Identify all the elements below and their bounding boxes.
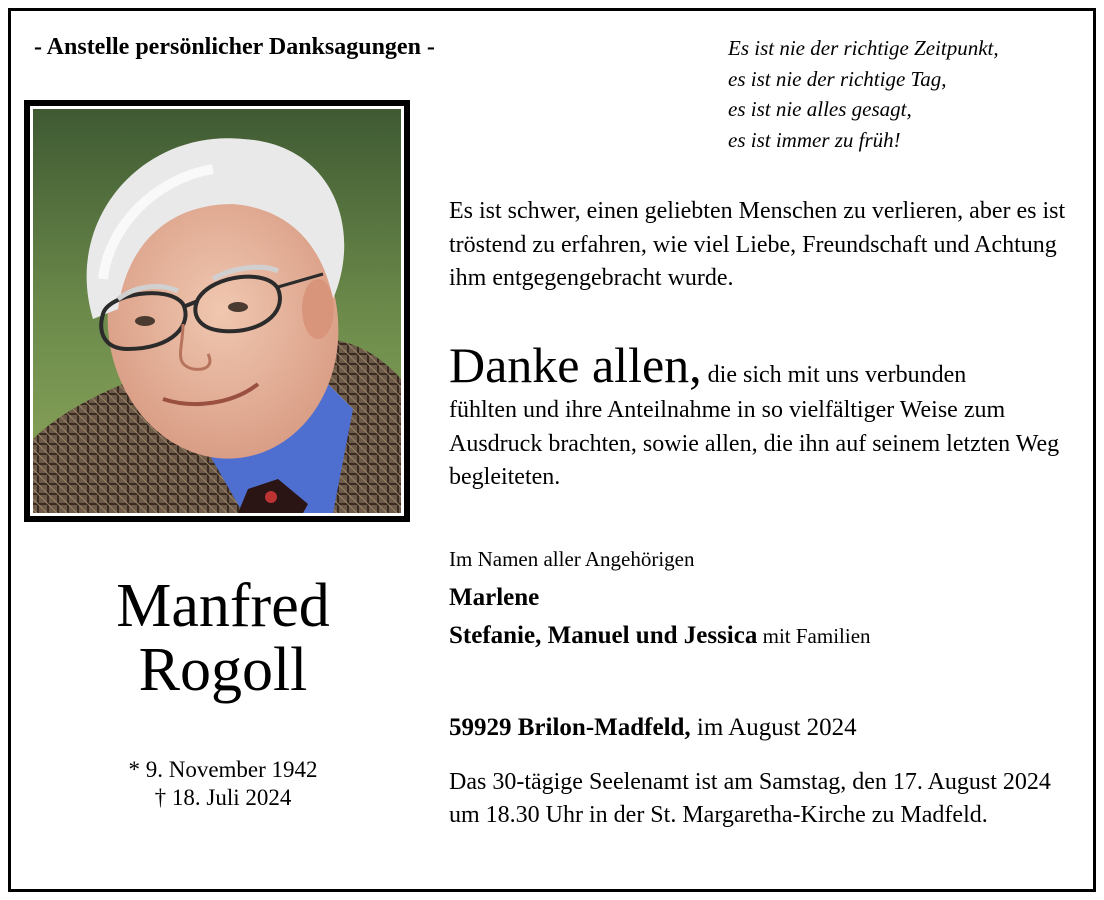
poem-line: es ist nie alles gesagt, [728, 97, 912, 121]
poem [728, 33, 999, 155]
signature-suffix: mit Familien [757, 624, 871, 648]
portrait-photo [33, 109, 401, 513]
life-dates [40, 756, 406, 812]
death-date: † 18. Juli 2024 [154, 785, 292, 810]
thanks-start: die sich mit uns verbunden [701, 362, 967, 388]
deceased-name [40, 574, 406, 702]
signature-intro: Im Namen aller Angehörigen [449, 547, 695, 571]
place-date [449, 714, 857, 742]
portrait-frame [24, 100, 410, 522]
last-name: Rogoll [138, 636, 308, 704]
thanks-text: fühlten und ihre Anteilnahme in so vielfältiger Weise zum Ausdruck brachten, sowie allen, die ihn auf seinem letzten Weg begleiteten. [449, 397, 1060, 490]
portrait-illustration [33, 109, 401, 513]
thanks-heading: Danke allen, [449, 337, 702, 393]
signature-block [449, 547, 1089, 650]
poem-line: Es ist nie der richtige Zeitpunkt, [728, 36, 999, 60]
place-month: im August 2024 [690, 714, 857, 741]
poem-line: es ist immer zu früh! [728, 127, 901, 152]
signature-name: Marlene [449, 584, 540, 611]
birth-date: * 9. November 1942 [128, 757, 318, 782]
notice-header: - Anstelle persönlicher Danksagungen - [34, 34, 435, 60]
intro-text: Es ist schwer, einen geliebten Menschen zu verlieren, aber es ist tröstend zu erfahren, wie viel Liebe, Freundschaft und Achtung ihm entgegengebracht wurde. [449, 198, 1066, 291]
first-name: Manfred [116, 572, 330, 640]
service-info: Das 30-tägige Seelenamt ist am Samstag, den 17. August 2024 um 18.30 Uhr in der St. Margaretha-Kirche zu Madfeld. [449, 769, 1051, 828]
thanks-line [449, 336, 966, 394]
poem-line: es ist nie der richtige Tag, [728, 66, 947, 91]
signature-children: Stefanie, Manuel und Jessica [449, 622, 758, 649]
place-city: 59929 Brilon-Madfeld, [449, 714, 691, 741]
signature-family [449, 622, 1089, 650]
